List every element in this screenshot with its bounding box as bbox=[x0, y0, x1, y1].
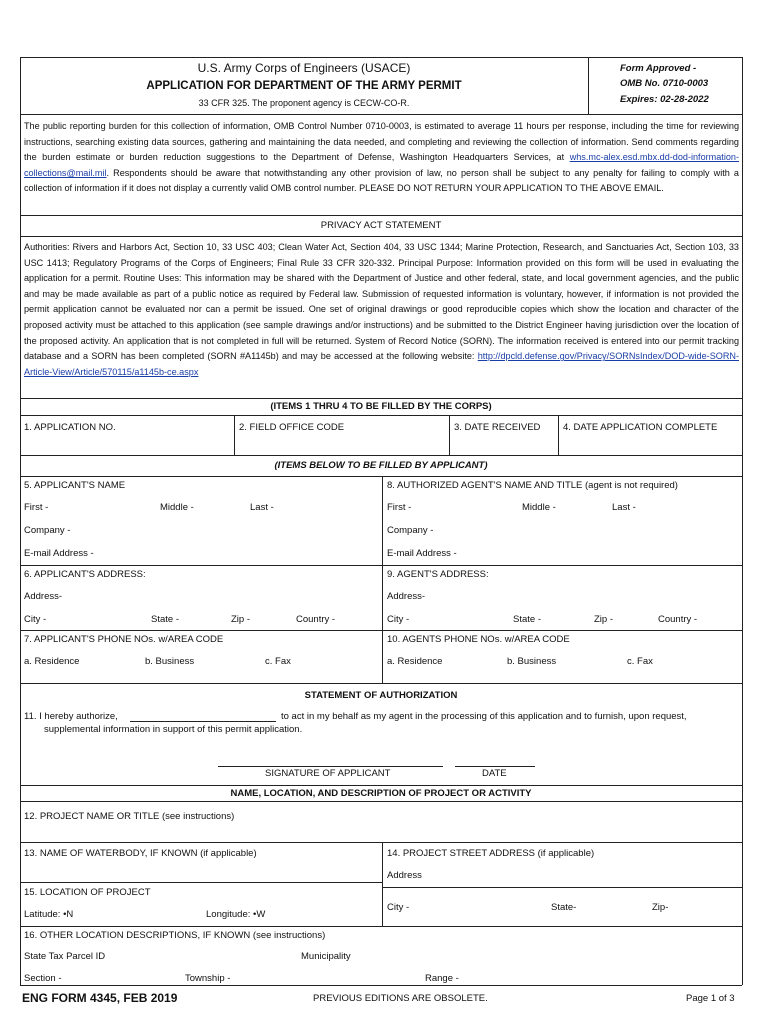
project-city-field[interactable]: City - bbox=[387, 902, 410, 913]
form-subtitle: 33 CFR 325. The proponent agency is CECW-CO-R. bbox=[198, 98, 410, 108]
privacy-heading: PRIVACY ACT STATEMENT bbox=[320, 220, 442, 231]
project-heading: NAME, LOCATION, AND DESCRIPTION OF PROJECT OR ACTIVITY bbox=[230, 788, 532, 799]
project-address-field[interactable]: Address bbox=[387, 870, 422, 881]
applicant-last-name-field[interactable]: Last - bbox=[250, 502, 274, 513]
applicant-fax-field[interactable]: c. Fax bbox=[265, 656, 291, 667]
authorization-heading: STATEMENT OF AUTHORIZATION bbox=[304, 690, 458, 701]
latitude-field[interactable]: Latitude: •N bbox=[24, 909, 74, 920]
applicant-company-field[interactable]: Company - bbox=[24, 525, 71, 536]
signature-label: SIGNATURE OF APPLICANT bbox=[265, 768, 391, 779]
project-state-field[interactable]: State- bbox=[551, 902, 577, 913]
longitude-field[interactable]: Longitude: •W bbox=[206, 909, 266, 920]
corps-heading: (ITEMS 1 THRU 4 TO BE FILLED BY THE CORPS) bbox=[270, 401, 492, 412]
agent-fax-field[interactable]: c. Fax bbox=[627, 656, 653, 667]
agent-address-field[interactable]: Address- bbox=[387, 591, 426, 602]
project-zip-field[interactable]: Zip- bbox=[652, 902, 669, 913]
privacy-text: Authorities: Rivers and Harbors Act, Section 10, 33 USC 403; Clean Water Act, Section 404, 33 USC 1344; Marine Protection, Research, and Sanctuaries Act, Section 103, 33 USC 1413; Regulatory Programs of the Corps of Engineers; Final Rule 33 CFR 320-332. Principal Purpose: Information provided on this form will be used in evaluating the application for a permit. Routine Uses: This information may be shared with the Department of Justice and other federal, state, and local government agencies, and the public and may be made available as part of a public notice as required by Federal law. Submission of requested information is voluntary, however, if information is not provided the permit application cannot be evaluated nor can a permit be issued. One set of original drawings or good reproducible copies which show the location and character of the proposed activity must be attached to this application (see sample drawings and/or instructions) and be submitted to the District Engineer having jurisdiction over the location of the proposed activity. An application that is not completed in full will be returned. System of Record Notice (SORN). The information received is entered into our permit tracking database and a SORN has been completed (SORN #A1145b) and may be accessed at the following website: bbox=[24, 242, 739, 362]
applicant-first-name-field[interactable]: First - bbox=[24, 502, 49, 513]
applicant-email-field[interactable]: E-mail Address - bbox=[24, 548, 94, 559]
agent-city-field[interactable]: City - bbox=[387, 614, 410, 625]
field-office-code-label: 2. FIELD OFFICE CODE bbox=[239, 422, 345, 433]
applicant-phone-label: 7. APPLICANT'S PHONE NOs. w/AREA CODE bbox=[24, 634, 224, 645]
obsolete-notice: PREVIOUS EDITIONS ARE OBSOLETE. bbox=[313, 993, 488, 1004]
project-street-address-label: 14. PROJECT STREET ADDRESS (if applicable) bbox=[387, 848, 595, 859]
agent-business-phone-field[interactable]: b. Business bbox=[507, 656, 557, 667]
agent-last-name-field[interactable]: Last - bbox=[612, 502, 636, 513]
form-title: APPLICATION FOR DEPARTMENT OF THE ARMY PERMIT bbox=[146, 80, 462, 92]
applicant-state-field[interactable]: State - bbox=[151, 614, 179, 625]
burden-text-2: . Respondents should be aware that notwithstanding any other provision of law, no person shall be subject to any penalty for failing to comply with a collection of information if it does not display a currently valid OMB control number. PLEASE DO NOT RETURN YOUR APPLICATION TO THE ABOVE EMAIL. bbox=[24, 167, 739, 194]
project-name-field[interactable]: 12. PROJECT NAME OR TITLE (see instructions) bbox=[24, 811, 235, 822]
agent-zip-field[interactable]: Zip - bbox=[594, 614, 613, 625]
applicant-city-field[interactable]: City - bbox=[24, 614, 47, 625]
applicant-middle-name-field[interactable]: Middle - bbox=[160, 502, 194, 513]
burden-text: The public reporting burden for this collection of information, OMB Control Number 0710-0003, is estimated to average 11 hours per response, including the time for reviewing instructions, searching existing data sources, gathering and maintaining the data needed, and completing and reviewing the collection of information. Send comments regarding the burden estimate or burden reduction suggestions to the Department of Defense, Washington Headquarters Services, at bbox=[24, 121, 739, 163]
agent-company-field[interactable]: Company - bbox=[387, 525, 434, 536]
application-no-label: 1. APPLICATION NO. bbox=[24, 422, 116, 433]
agent-first-name-field[interactable]: First - bbox=[387, 502, 412, 513]
applicant-address-field[interactable]: Address- bbox=[24, 591, 63, 602]
omb-number: OMB No. 0710-0003 bbox=[620, 78, 709, 89]
date-label: DATE bbox=[482, 768, 507, 779]
agent-state-field[interactable]: State - bbox=[513, 614, 541, 625]
page-number: Page 1 of 3 bbox=[686, 993, 735, 1004]
other-location-label: 16. OTHER LOCATION DESCRIPTIONS, IF KNOWN (see instructions) bbox=[24, 930, 326, 941]
agent-name-blank[interactable] bbox=[130, 721, 276, 722]
sorn-link[interactable]: http://dpcld.defense.gov/Privacy/SORNsIndex/DOD-wide-SORN-Article-View/Article/570115/a1145b-ce.aspx bbox=[24, 351, 739, 377]
agent-address-label: 9. AGENT'S ADDRESS: bbox=[387, 569, 489, 580]
agent-phone-label: 10. AGENTS PHONE NOs. w/AREA CODE bbox=[387, 634, 570, 645]
agent-middle-name-field[interactable]: Middle - bbox=[522, 502, 556, 513]
burden-statement bbox=[24, 119, 739, 197]
agency-name: U.S. Army Corps of Engineers (USACE) bbox=[197, 61, 411, 75]
whs-email-link[interactable]: whs.mc-alex.esd.mbx.dd-dod-information-collections@mail.mil bbox=[24, 152, 739, 178]
applicant-address-label: 6. APPLICANT'S ADDRESS: bbox=[24, 569, 146, 580]
form-approved: Form Approved - bbox=[620, 63, 697, 74]
section-field[interactable]: Section - bbox=[24, 973, 62, 984]
form-number: ENG FORM 4345, FEB 2019 bbox=[22, 991, 178, 1005]
waterbody-field[interactable]: 13. NAME OF WATERBODY, IF KNOWN (if applicable) bbox=[24, 848, 257, 859]
date-complete-label: 4. DATE APPLICATION COMPLETE bbox=[563, 422, 718, 433]
applicant-country-field[interactable]: Country - bbox=[296, 614, 336, 625]
privacy-statement bbox=[24, 240, 739, 380]
project-location-label: 15. LOCATION OF PROJECT bbox=[24, 887, 151, 898]
applicant-signature-line[interactable] bbox=[218, 766, 443, 767]
applicant-name-label: 5. APPLICANT'S NAME bbox=[24, 480, 126, 491]
municipality-field[interactable]: Municipality bbox=[301, 951, 351, 962]
authorize-text-3: supplemental information in support of this permit application. bbox=[44, 724, 303, 735]
range-field[interactable]: Range - bbox=[425, 973, 459, 984]
agent-name-label: 8. AUTHORIZED AGENT'S NAME AND TITLE (agent is not required) bbox=[387, 480, 678, 491]
applicant-zip-field[interactable]: Zip - bbox=[231, 614, 250, 625]
authorize-text: 11. I hereby authorize, bbox=[24, 711, 118, 722]
date-received-label: 3. DATE RECEIVED bbox=[454, 422, 541, 433]
tax-parcel-field[interactable]: State Tax Parcel ID bbox=[24, 951, 106, 962]
applicant-heading: (ITEMS BELOW TO BE FILLED BY APPLICANT) bbox=[274, 460, 488, 471]
signature-date-line[interactable] bbox=[455, 766, 535, 767]
expiration-date: Expires: 02-28-2022 bbox=[620, 94, 709, 105]
agent-email-field[interactable]: E-mail Address - bbox=[387, 548, 457, 559]
applicant-business-phone-field[interactable]: b. Business bbox=[145, 656, 195, 667]
agent-country-field[interactable]: Country - bbox=[658, 614, 698, 625]
agent-residence-phone-field[interactable]: a. Residence bbox=[387, 656, 443, 667]
applicant-residence-phone-field[interactable]: a. Residence bbox=[24, 656, 80, 667]
authorize-text-2: to act in my behalf as my agent in the processing of this application and to furnish, upon request, bbox=[281, 711, 687, 722]
township-field[interactable]: Township - bbox=[185, 973, 231, 984]
